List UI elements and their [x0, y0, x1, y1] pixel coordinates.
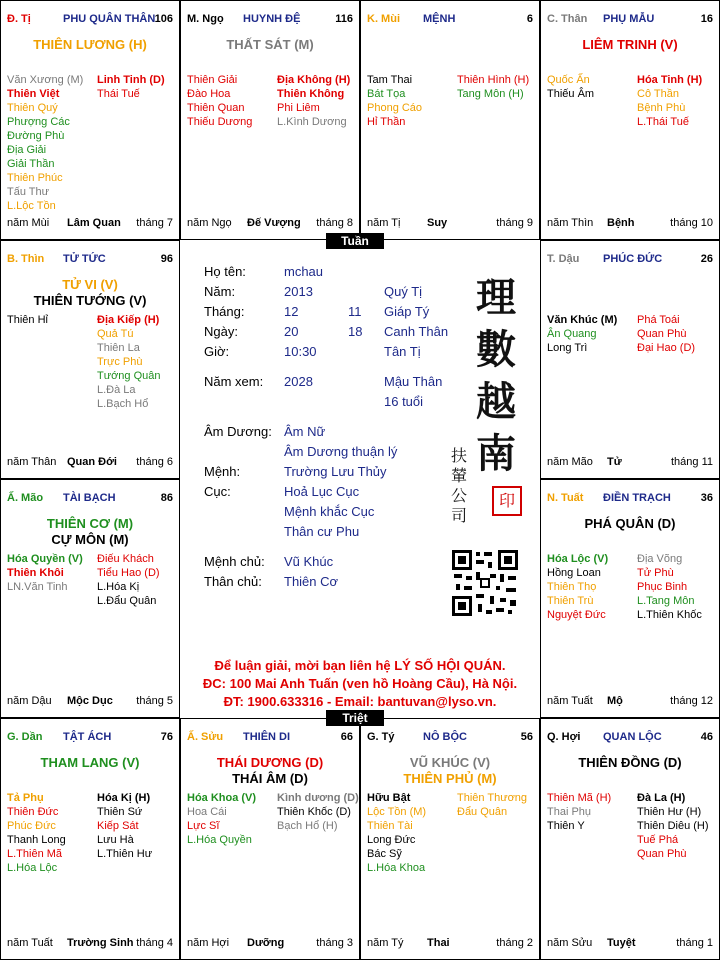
palace-footer: [7, 937, 173, 951]
star-list-left: [547, 552, 608, 622]
minor-star: Kiếp Sát: [97, 820, 139, 832]
main-star: THIÊN LƯƠNG (H): [33, 37, 147, 52]
footer-year: năm Tuất: [7, 937, 53, 949]
minor-star: L.Hóa Quyền: [187, 834, 252, 846]
star-list-left: [547, 791, 611, 833]
palace-number: 26: [700, 253, 713, 265]
footer-month: tháng 9: [496, 217, 533, 229]
minor-star: Ân Quang: [547, 328, 597, 340]
contact-line-2: ĐC: 100 Mai Anh Tuấn (ven hồ Hoàng Cầu), Hà Nội.: [202, 676, 518, 691]
footer-year: năm Mão: [547, 456, 593, 468]
center-info-panel: [180, 240, 540, 718]
minor-star: L.Đà La: [97, 384, 136, 396]
palace-mui[interactable]: [360, 0, 540, 240]
minor-star: Tả Phụ: [7, 792, 44, 804]
minor-star: Thiên Hỉ: [7, 314, 48, 326]
palace-name: TẬT ÁCH: [63, 731, 112, 743]
minor-star: Lực Sĩ: [187, 820, 220, 832]
minor-star: Thiên Sứ: [97, 806, 143, 818]
palace-header: [7, 13, 173, 27]
minor-star: Địa Không (H): [277, 74, 351, 86]
footer-stage: Tuyệt: [607, 937, 636, 949]
palace-ty[interactable]: [360, 718, 540, 960]
minor-star: Thiên Trù: [547, 595, 594, 607]
palace-dau[interactable]: [540, 240, 720, 479]
minor-star: Lưu Hà: [97, 834, 134, 846]
minor-star: Tấu Thư: [7, 186, 50, 198]
calligraphy-char: 數: [476, 326, 516, 373]
star-list-right: [637, 791, 709, 861]
minor-star: Long Trì: [547, 342, 588, 354]
label-day: Ngày:: [204, 324, 238, 339]
minor-star: Thiên Hư (H): [637, 806, 702, 818]
minor-star: Thiên Thương: [457, 792, 528, 804]
palace-hoi[interactable]: [540, 718, 720, 960]
palace-number: 66: [340, 731, 353, 743]
palace-footer: [7, 217, 173, 231]
calligraphy-side-char: 公: [450, 486, 467, 505]
palace-tuat[interactable]: [540, 479, 720, 718]
minor-star: Thiên Mã (H): [547, 792, 612, 804]
minor-star: Bác Sỹ: [367, 848, 402, 860]
minor-star: Tiểu Hao (D): [97, 567, 160, 579]
main-star: THÁI ÂM (D): [232, 771, 308, 786]
minor-star: Văn Khúc (M): [547, 314, 618, 326]
value-year: 2013: [284, 284, 313, 299]
label-view-year: Năm xem:: [204, 374, 264, 389]
palace-header: [547, 492, 713, 506]
star-list-right: [637, 73, 702, 129]
minor-star: Thiên Y: [547, 820, 585, 832]
main-star: THAM LANG (V): [40, 755, 140, 770]
palace-name: NÔ BỘC: [423, 731, 467, 743]
tuan-badge: Tuần: [326, 233, 384, 249]
main-star: THIÊN CƠ (M): [46, 516, 134, 531]
footer-year: năm Ngọ: [187, 217, 232, 229]
label-amduong: Âm Dương:: [204, 424, 272, 439]
palace-header: [547, 13, 713, 27]
palace-number: 86: [160, 492, 173, 504]
palace-name: TỬ TỨC: [63, 253, 106, 265]
palace-position: N. Tuất: [547, 492, 584, 504]
star-list-left: [187, 73, 252, 129]
footer-year: năm Tị: [367, 217, 401, 229]
minor-star: Thai Phụ: [547, 806, 592, 818]
main-star: TỬ VI (V): [62, 277, 118, 292]
palace-header: [547, 253, 713, 267]
minor-star: Thiên Giải: [187, 74, 238, 86]
palace-footer: [187, 937, 353, 951]
minor-star: Hoa Cái: [187, 806, 227, 818]
minor-star: Thái Tuế: [97, 88, 140, 100]
value-month: 12: [284, 304, 299, 319]
calligraphy-char: 越: [476, 378, 516, 425]
contact-line-3[interactable]: ĐT: 1900.633316 - Email: bantuvan@lyso.vn.: [223, 694, 497, 709]
palace-number: 76: [160, 731, 173, 743]
value-day-lunar: 18: [348, 324, 363, 339]
minor-star: Hóa Khoa (V): [187, 792, 257, 804]
value-day-can: Canh Thân: [384, 324, 449, 339]
palace-name: HUYNH ĐỆ: [243, 13, 301, 25]
value-thanchu: Thiên Cơ: [284, 574, 339, 589]
qr-code[interactable]: [450, 548, 520, 618]
palace-footer: [547, 456, 713, 470]
minor-star: Hồng Loan: [547, 567, 601, 579]
footer-stage: Mộ: [607, 695, 623, 707]
value-amduong2: Âm Dương thuận lý: [284, 444, 398, 459]
value-view-can: Mậu Thân: [384, 374, 443, 389]
palace-name: ĐIỀN TRẠCH: [603, 492, 671, 504]
minor-star: Đà La (H): [637, 792, 686, 804]
palace-footer: [547, 217, 713, 231]
minor-star: Văn Xương (M): [7, 74, 84, 86]
palace-position: M. Ngọ: [187, 13, 224, 25]
minor-star: Bệnh Phù: [637, 102, 686, 114]
footer-stage: Dưỡng: [247, 937, 285, 949]
minor-star: Phong Cáo: [367, 102, 423, 114]
palace-position: C. Thân: [547, 13, 588, 25]
value-cuc3: Thân cư Phu: [284, 524, 360, 539]
minor-star: Hóa Quyền (V): [7, 553, 83, 565]
star-list-right: [637, 552, 702, 622]
star-list-right: [277, 73, 350, 129]
minor-star: Phá Toái: [637, 314, 680, 326]
minor-star: Cô Thần: [637, 88, 679, 100]
palace-footer: [547, 937, 713, 951]
palace-footer: [367, 217, 533, 231]
star-list-right: [637, 313, 695, 355]
value-month-lunar: 11: [348, 304, 362, 319]
footer-stage: Đế Vượng: [247, 217, 301, 229]
value-day: 20: [284, 324, 299, 339]
label-thanchu: Thân chủ:: [204, 574, 262, 589]
minor-star: Phục Binh: [637, 581, 688, 593]
minor-star: Kình dương (D): [277, 792, 359, 804]
minor-star: Hóa Kị (H): [97, 792, 151, 804]
minor-star: Đường Phù: [7, 130, 65, 142]
star-list-right: [457, 791, 527, 819]
value-year-can: Quý Tị: [384, 284, 423, 299]
star-list-left: [7, 313, 48, 327]
minor-star: Quả Tú: [97, 328, 134, 340]
footer-month: tháng 12: [670, 695, 713, 707]
minor-star: Bát Tọa: [367, 88, 406, 100]
minor-star: Địa Giải: [7, 144, 47, 156]
star-list-left: [547, 313, 617, 355]
minor-star: Thiếu Âm: [547, 88, 595, 100]
minor-star: Phi Liêm: [277, 102, 320, 114]
value-cuc: Hoả Lục Cục: [284, 484, 360, 499]
minor-star: Trực Phù: [97, 356, 143, 368]
minor-star: Tang Môn (H): [457, 88, 524, 100]
star-list-right: [97, 313, 161, 411]
value-menh: Trường Lưu Thủy: [284, 464, 387, 479]
palace-header: [547, 731, 713, 745]
value-amduong: Âm Nữ: [284, 424, 326, 439]
footer-year: năm Thân: [7, 456, 57, 468]
footer-stage: Mộc Dục: [67, 695, 113, 707]
star-list-left: [547, 73, 594, 101]
value-hour-can: Tân Tị: [384, 344, 421, 359]
minor-star: Nguyệt Đức: [547, 609, 606, 621]
footer-stage: Bệnh: [607, 217, 635, 229]
minor-star: Thiên La: [97, 342, 140, 354]
label-menhchu: Mệnh chủ:: [204, 554, 265, 569]
minor-star: Thiên Hình (H): [457, 74, 530, 86]
footer-year: năm Tý: [367, 937, 404, 949]
star-list-left: [367, 791, 426, 875]
main-star: THIÊN ĐỒNG (D): [578, 755, 682, 770]
contact-line-1: Để luận giải, mời bạn liên hệ LÝ SỐ HỘI QUÁN.: [214, 658, 506, 673]
palace-name: TÀI BẠCH: [63, 492, 116, 504]
calligraphy-side-char: 扶: [450, 446, 467, 465]
footer-month: tháng 3: [316, 937, 353, 949]
palace-name: PHU QUÂN THÂN: [63, 13, 156, 25]
minor-star: Địa Võng: [637, 553, 683, 565]
minor-star: Tam Thai: [367, 74, 413, 86]
palace-footer: [547, 695, 713, 709]
palace-ngo[interactable]: [180, 0, 360, 240]
main-star: VŨ KHÚC (V): [409, 755, 491, 770]
value-age: 16 tuổi: [384, 394, 424, 409]
palace-thin[interactable]: [0, 240, 180, 479]
label-cuc: Cục:: [204, 484, 231, 499]
palace-header: [7, 492, 173, 506]
palace-name: MỆNH: [423, 13, 456, 25]
palace-than[interactable]: [540, 0, 720, 240]
minor-star: Giải Thần: [7, 158, 55, 170]
footer-stage: Trường Sinh: [67, 937, 134, 949]
minor-star: Thiên Đức: [7, 806, 59, 818]
calligraphy-text: [472, 272, 520, 480]
minor-star: Thiên Khôi: [7, 567, 64, 579]
palace-dan[interactable]: [0, 718, 180, 960]
palace-ti[interactable]: [0, 0, 180, 240]
minor-star: Hóa Tinh (H): [637, 74, 703, 86]
calligraphy-side-char: 司: [450, 506, 467, 525]
minor-star: Đào Hoa: [187, 88, 231, 100]
palace-number: 6: [526, 13, 533, 25]
star-list-right: [277, 791, 359, 833]
palace-position: G. Dần: [7, 731, 43, 743]
minor-star: L.Thiên Hư: [97, 848, 153, 860]
value-hour: 10:30: [284, 344, 317, 359]
main-star: THẤT SÁT (M): [226, 37, 314, 52]
palace-number: 56: [520, 731, 533, 743]
label-year: Năm:: [204, 284, 236, 299]
minor-star: L.Hóa Lộc: [7, 862, 58, 874]
star-list-right: [457, 73, 529, 101]
palace-suu[interactable]: [180, 718, 360, 960]
minor-star: L.Tang Môn: [637, 595, 695, 607]
minor-star: Linh Tinh (D): [97, 74, 165, 86]
minor-star: Đẩu Quân: [457, 806, 508, 818]
footer-stage: Lâm Quan: [67, 217, 121, 229]
palace-position: B. Thìn: [7, 253, 45, 265]
star-list-left: [7, 73, 83, 213]
palace-footer: [367, 937, 533, 951]
minor-star: Hóa Lộc (V): [547, 553, 609, 565]
star-list-left: [187, 791, 256, 847]
calligraphy-char: 理: [476, 274, 516, 321]
palace-footer: [187, 217, 353, 231]
minor-star: Điếu Khách: [97, 553, 154, 565]
star-list-right: [97, 552, 160, 608]
palace-header: [367, 13, 533, 27]
minor-star: Tuế Phá: [637, 834, 679, 846]
palace-position: G. Tý: [367, 731, 395, 743]
calligraphy-title: [472, 272, 520, 480]
minor-star: L.Kình Dương: [277, 116, 347, 128]
footer-month: tháng 8: [316, 217, 353, 229]
footer-month: tháng 11: [670, 456, 713, 468]
calligraphy-side: [448, 446, 470, 526]
minor-star: Thiên Quý: [7, 102, 58, 114]
palace-name: PHỤ MẪU: [603, 13, 655, 25]
palace-number: 116: [335, 13, 353, 25]
minor-star: Thiên Thọ: [547, 581, 597, 593]
palace-position: Ấ. Mão: [7, 492, 44, 504]
seal-stamp: 印: [492, 486, 522, 516]
footer-year: năm Dậu: [7, 695, 52, 707]
minor-star: Hỉ Thần: [367, 116, 406, 128]
footer-month: tháng 5: [136, 695, 173, 707]
label-menh: Mệnh:: [204, 464, 241, 479]
minor-star: Thiên Diêu (H): [637, 820, 709, 832]
minor-star: L.Thái Tuế: [637, 116, 689, 128]
minor-star: Lộc Tồn (M): [367, 806, 427, 818]
palace-name: QUAN LỘC: [603, 731, 662, 743]
palace-header: [187, 13, 353, 27]
triet-badge: Triệt: [326, 710, 384, 726]
palace-name: THIÊN DI: [243, 731, 291, 743]
footer-month: tháng 1: [676, 937, 713, 949]
palace-header: [7, 731, 173, 745]
palace-position: K. Mùi: [367, 13, 400, 25]
footer-month: tháng 6: [136, 456, 173, 468]
calligraphy-side-char: 輦: [450, 466, 467, 485]
minor-star: Tử Phù: [637, 567, 674, 579]
footer-stage: Tử: [607, 456, 622, 468]
minor-star: L.Đẩu Quân: [97, 595, 157, 607]
main-star: THIÊN TƯỚNG (V): [33, 293, 147, 308]
minor-star: Thiếu Dương: [187, 116, 253, 128]
palace-position: Đ. Tị: [7, 13, 31, 25]
minor-star: Thiên Không: [277, 88, 345, 100]
minor-star: Thiên Phúc: [7, 172, 63, 184]
palace-number: 46: [700, 731, 713, 743]
label-month: Tháng:: [204, 304, 245, 319]
star-list-left: [367, 73, 422, 129]
minor-star: Phượng Các: [7, 116, 70, 128]
palace-position: T. Dậu: [547, 253, 580, 265]
minor-star: Địa Kiếp (H): [97, 314, 160, 326]
minor-star: LN.Văn Tinh: [7, 581, 68, 593]
value-month-can: Giáp Tý: [384, 304, 430, 319]
main-star: THIÊN PHỦ (M): [403, 771, 497, 786]
main-star: THÁI DƯƠNG (D): [216, 755, 324, 770]
footer-month: tháng 10: [670, 217, 713, 229]
minor-star: Quan Phù: [637, 848, 687, 860]
palace-number: 16: [700, 13, 713, 25]
palace-header: [367, 731, 533, 745]
minor-star: Đại Hao (D): [637, 342, 696, 354]
minor-star: Thiên Tài: [367, 820, 413, 832]
palace-footer: [7, 456, 173, 470]
value-menhchu: Vũ Khúc: [284, 554, 334, 569]
minor-star: Hữu Bật: [367, 792, 411, 804]
palace-header: [7, 253, 173, 267]
minor-star: Phúc Đức: [7, 820, 56, 832]
minor-star: Quốc Ấn: [547, 74, 590, 86]
palace-header: [187, 731, 353, 745]
minor-star: Thanh Long: [7, 834, 66, 846]
palace-name: PHÚC ĐỨC: [603, 253, 663, 265]
calligraphy-char: 南: [476, 430, 516, 477]
main-star: CỰ MÔN (M): [51, 532, 129, 547]
palace-position: Q. Hợi: [547, 731, 581, 743]
minor-star: L.Thiên Khốc: [637, 609, 702, 621]
main-star: LIÊM TRINH (V): [582, 37, 678, 52]
label-name: Họ tên:: [204, 264, 246, 279]
footer-stage: Suy: [427, 217, 448, 229]
palace-number: 106: [154, 13, 173, 25]
palace-footer: [7, 695, 173, 709]
footer-year: năm Sửu: [547, 937, 593, 949]
palace-number: 96: [160, 253, 173, 265]
footer-year: năm Tuất: [547, 695, 593, 707]
footer-month: tháng 4: [136, 937, 173, 949]
minor-star: L.Lộc Tồn: [7, 200, 56, 212]
minor-star: L.Hóa Kị: [97, 581, 140, 593]
footer-month: tháng 7: [136, 217, 173, 229]
footer-stage: Quan Đới: [67, 456, 117, 468]
footer-year: năm Mùi: [7, 217, 50, 229]
minor-star: Long Đức: [367, 834, 416, 846]
minor-star: Thiên Khốc (D): [277, 806, 351, 818]
palace-mao[interactable]: [0, 479, 180, 718]
label-hour: Giờ:: [204, 344, 230, 359]
palace-position: Ấ. Sửu: [187, 731, 224, 743]
star-list-left: [7, 791, 66, 875]
footer-stage: Thai: [427, 937, 450, 949]
minor-star: Thiên Việt: [7, 88, 60, 100]
minor-star: Thiên Quan: [187, 102, 245, 114]
value-name: mchau: [284, 264, 324, 279]
star-list-right: [97, 791, 152, 861]
star-list-left: [7, 552, 83, 594]
minor-star: Bạch Hổ (H): [277, 820, 338, 832]
qr-pattern: [450, 548, 520, 618]
minor-star: L.Thiên Mã: [7, 848, 63, 860]
footer-year: năm Thìn: [547, 217, 594, 229]
minor-star: Tướng Quân: [97, 370, 161, 382]
value-view-year: 2028: [284, 374, 313, 389]
main-star: PHÁ QUÂN (D): [584, 516, 676, 531]
minor-star: L.Bạch Hổ: [97, 398, 149, 410]
value-cuc2: Mệnh khắc Cục: [284, 504, 375, 519]
footer-month: tháng 2: [496, 937, 533, 949]
calligraphy-side-text: [448, 446, 470, 526]
footer-year: năm Hợi: [187, 937, 230, 949]
minor-star: L.Hóa Khoa: [367, 862, 426, 874]
minor-star: Quan Phù: [637, 328, 687, 340]
star-list-right: [97, 73, 165, 101]
palace-number: 36: [700, 492, 713, 504]
